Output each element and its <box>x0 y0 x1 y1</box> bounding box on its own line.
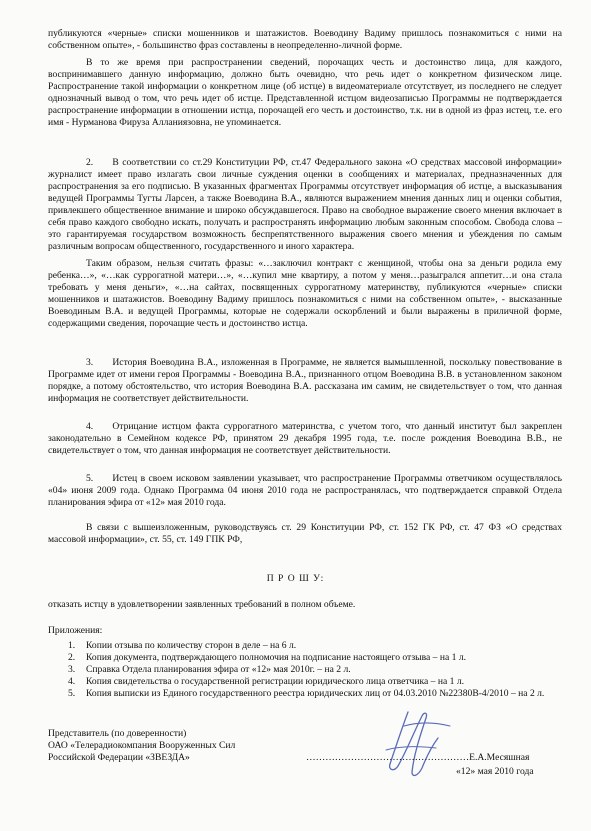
attachment-item <box>48 676 562 688</box>
representative-block <box>48 728 308 764</box>
handwritten-signature <box>378 706 462 782</box>
representative-title: Представитель (по доверенности) <box>48 728 187 739</box>
paragraph-2-block <box>48 157 562 253</box>
paragraph-1-block <box>48 57 562 129</box>
attachment-text: Копии отзыва по количеству сторон в деле – на 6 л. <box>86 640 297 651</box>
paragraph-7: В связи с вышеизложенным, руководствуясь ст. 29 Конституции РФ, ст. 152 ГК РФ, ст. 47 ФЗ «О средствах массовой информации», ст. 55, ст. 149 ГПК РФ, <box>48 522 562 545</box>
attachment-number: 5. <box>68 688 76 699</box>
paragraph-1: В то же время при распространении сведений, порочащих честь и достоинство лица, для каждого, воспринимавшего данную информацию, должно быть очевидно, что речь идет о конкретном физическом лице. Распространение такой информации о конкретном лице (об истце) в видеоматериале отсутствует, из последнего не следует однозначный вывод о том, что речь идет об истце. Представленной истцом видеозаписью Программы не подтверждается распространение информации в отношении истца, порочащей его честь и достоинство, т.к. ни в одной из фраз истец, т.е. его имя - Нурманова Фируза Алланиязовна, не упоминается. <box>48 57 562 128</box>
attachment-number: 4. <box>68 676 76 687</box>
paragraph-3-block <box>48 258 562 330</box>
paragraph-2: 2. В соответствии со ст.29 Конституции РФ, ст.47 Федерального закона «О средствах массовой информации» журналист имеет право излагать свои личные суждения оценки в сообщениях и материалах, предназначенных для распространения за его подписью. В указанных фрагментах Программы отсутствует информация об истце, а высказывания ведущей Программы Тугты Ларсен, а также Воеводина В.А., являются выражением мнения данных лиц и оценки события, привлекшего общественное внимание и широко обсуждавшегося. Право на свободное выражение своего мнения включает в себя право каждого свободно искать, получать и распространять информацию любым законным способом. Свобода слова – это гарантируемая государством возможность беспрепятственного выражения своего мнения и убеждения по самым различным вопросам общественного, государственного и иного характера. <box>48 157 562 252</box>
attachment-text: Копия свидетельства о государственной регистрации юридического лица ответчика – на 1 л. <box>86 676 465 687</box>
attachment-number: 2. <box>68 652 76 663</box>
paragraph-continuation <box>48 28 562 52</box>
organization-line-2: Российской Федерации «ЗВЕЗДА» <box>48 752 190 763</box>
attachment-item <box>48 688 562 700</box>
attachment-item <box>48 652 562 664</box>
attachments-section <box>48 625 562 700</box>
signer-name-line: ……………………………………………Е.А.Месяшная <box>306 752 530 763</box>
paragraph-5-block <box>48 421 562 457</box>
paragraph-5: 4. Отрицание истцом факта суррогатного материнства, с учетом того, что данный институт был закреплен законодательно в Семейном кодексе РФ, принятом 29 декабря 1995 года, т.е. после рождения Воеводина В.В., не свидетельствует о том, что данная информация не соответствует действительности. <box>48 421 562 456</box>
attachment-item <box>48 640 562 652</box>
paragraph-6: 5. Истец в своем исковом заявлении указывает, что распространение Программы ответчиком осуществлялось «04» июня 2009 года. Однако Программа 04 июня 2010 года не распространялась, что подтверждается справкой Отдела планирования эфира от «12» мая 2010 года. <box>48 473 562 508</box>
request-text: отказать истцу в удовлетворении заявленных требований в полном объеме. <box>48 599 356 610</box>
attachments-heading: Приложения: <box>48 625 103 636</box>
attachments-list <box>48 640 562 700</box>
paragraph-3: Таким образом, нельзя считать фразы: «…заключил контракт с женщиной, чтобы она за деньги родила ему ребенка…», «…как суррогатной матери…», «…купил мне квартиру, а потом у меня…разыгрался аппетит…и она стала требовать у меня деньги», «…на сайтах, посвященных суррогатному материнству, публикуются «черные» списки мошенников и шатажистов. Воеводину Вадиму пришлось познакомиться с ними на собственном опыте», - высказанные Воеводиным В.А. и ведущей Программы, которые не содержали оскорблений и были выражены в приличной форме, содержащими сведения, порочащие честь и достоинство истца. <box>48 258 562 329</box>
petition-heading: П Р О Ш У: <box>266 573 325 584</box>
attachment-text: Копия выписки из Единого государственного реестра юридических лиц от 04.03.2010 №22380В-4/2010 – на 2 л. <box>86 688 545 699</box>
paragraph-0: публикуются «черные» списки мошенников и шатажистов. Воеводину Вадиму пришлось познакомиться с ними на собственном опыте», - большинство фраз составлены в неопределенно-личной форме. <box>48 28 562 51</box>
signature-date: «12» мая 2010 года <box>456 766 534 777</box>
attachment-item <box>48 664 562 676</box>
attachment-number: 1. <box>68 640 76 651</box>
attachment-text: Копия документа, подтверждающего полномочия на подписание настоящего отзыва – на 1 л. <box>86 652 467 663</box>
paragraph-4-block <box>48 357 562 405</box>
request-block <box>48 599 562 611</box>
attachment-text: Справка Отдела планирования эфира от «12» мая 2010г. – на 2 л. <box>86 664 351 675</box>
paragraph-7-block <box>48 522 562 546</box>
paragraph-6-block <box>48 473 562 509</box>
paragraph-4: 3. История Воеводина В.А., изложенная в Программе, не является вымышленной, поскольку повествование в Программе идет от имени героя Программы - Воеводина В.А., признанного отцом Воеводина В.В. в установленном законом порядке, а потому обстоятельство, что история Воеводина В.А. рассказана им самим, не свидетельствует о том, что данная информация не соответствует действительности. <box>48 357 562 404</box>
organization-line-1: ОАО «Телерадиокомпания Вооруженных Сил <box>48 740 236 751</box>
attachment-number: 3. <box>68 664 76 675</box>
